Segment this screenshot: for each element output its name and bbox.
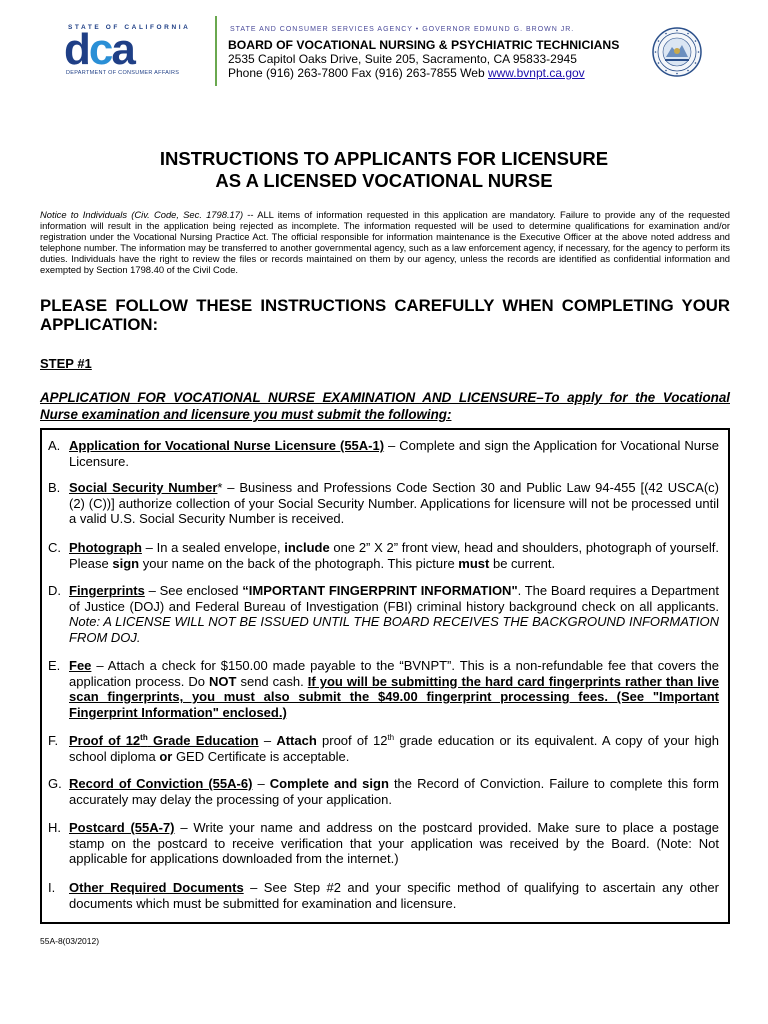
requirement-title: Postcard (55A-7) xyxy=(69,820,175,835)
requirement-title: Social Security Number xyxy=(69,480,218,495)
step-label: STEP #1 xyxy=(40,356,92,371)
requirement-body: be current. xyxy=(489,555,556,571)
requirement-letter: F. xyxy=(48,733,59,748)
requirements-box xyxy=(40,428,730,924)
requirement-text xyxy=(69,820,719,867)
document-title xyxy=(0,148,768,192)
requirement-body: – Complete and sign the Application for Vocational Nurse Licensure. xyxy=(69,438,719,469)
requirement-text xyxy=(69,438,719,469)
requirement-title: Fee xyxy=(69,658,92,673)
requirement-title: Application for Vocational Nurse Licensure (55A-1) xyxy=(69,438,385,453)
requirement-text xyxy=(69,480,719,527)
fingerprint-fee-note: If you will be submitting the hard card fingerprints rather than live scan fingerprints, you must also submit the $49.00 fingerprint processing fees. (See "Important Fingerprint Information" enclosed.) xyxy=(69,673,719,720)
requirement-letter: I. xyxy=(48,880,56,895)
emphasis-or: or xyxy=(159,748,173,764)
requirement-letter: E. xyxy=(48,658,61,673)
requirement-body: – Attach a check for $150.00 made payable to the “BVNPT”. This is a non-refundable fee that covers the application process. Do xyxy=(69,658,719,689)
california-seal-icon xyxy=(652,27,702,77)
letterhead xyxy=(0,0,768,100)
requirement-body: – In a sealed envelope, xyxy=(141,540,285,555)
emphasis-attach: Attach xyxy=(276,733,317,748)
requirement-text xyxy=(69,776,719,807)
emphasis-must: must xyxy=(458,555,490,571)
requirement-letter: B. xyxy=(48,480,61,495)
title-part: Grade Education xyxy=(147,733,259,748)
requirement-body: – xyxy=(252,776,270,791)
requirement-body: proof of 12 xyxy=(316,733,388,748)
requirement-text xyxy=(69,880,719,911)
board-contact xyxy=(228,66,585,80)
emphasis-include: include xyxy=(284,540,330,555)
emphasis-fingerprint-info: “IMPORTANT FINGERPRINT INFORMATION" xyxy=(242,583,518,598)
requirement-body: GED Certificate is acceptable. xyxy=(172,748,350,764)
notice-body: -- ALL items of information requested in this application are mandatory. Failure to provide any of the requested information will result in the application being rejected as incomplete. The information requested will be used to determine qualifications for examination and/or registration under the Vocational Nursing Practice Act. The official responsible for information maintenance is the Executive Officer at the above noted address and telephone number. The information may be transferred to another governmental agency, such as a law enforcement agency, if necessary, for the agency to perform its duties. Individuals have the right to review the files or records maintained on them by our agency, unless the records are identified as confidential information and exempted by Section 1798.40 of the Civil Code. xyxy=(40,209,730,276)
requirement-title xyxy=(69,733,259,748)
requirement-body: . The Board requires a Department of Justice (DOJ) and Federal Bureau of Investigation (FBI) criminal history background check on all applicants. xyxy=(69,583,719,614)
logo-letter-a: a xyxy=(111,25,134,74)
requirement-body: * – Business and Professions Code Section 30 and Public Law 94-455 [(42 USCA(c) (2) (C))] authorize collection of your Social Security Number. Applications for licensure will not be processed until a valid U.S. Social Security Number is received. xyxy=(69,480,719,527)
phone-fax-text: Phone (916) 263-7800 Fax (916) 263-7855 Web xyxy=(228,66,488,80)
header-divider xyxy=(215,16,217,86)
form-number: 55A-8(03/2012) xyxy=(40,936,100,946)
requirement-title: Fingerprints xyxy=(69,583,145,598)
emphasis-complete-sign: Complete and sign xyxy=(269,776,389,791)
requirement-body: – Write your name and address on the postcard provided. Make sure to place a postage stamp on the postcard to receive verification that your application was received by the Board. (Note: Not applicable for applications downloaded from the internet.) xyxy=(69,820,719,867)
requirement-title: Photograph xyxy=(69,540,142,555)
requirement-body: the Record of Conviction. Failure to complete this form accurately may delay the processing of your application. xyxy=(69,776,719,807)
requirement-title: Record of Conviction (55A-6) xyxy=(69,776,253,791)
requirement-letter: G. xyxy=(48,776,62,791)
requirement-body: grade education or its equivalent. A copy of your high school diploma xyxy=(69,733,719,764)
board-name: BOARD OF VOCATIONAL NURSING & PSYCHIATRIC TECHNICIANS xyxy=(228,38,620,52)
license-note: Note: A LICENSE WILL NOT BE ISSUED UNTIL THE BOARD RECEIVES THE BACKGROUND INFORMATION FROM DOJ. xyxy=(69,614,719,645)
privacy-notice xyxy=(40,209,730,276)
requirement-body: your name on the back of the photograph. This picture xyxy=(139,555,459,571)
requirement-text xyxy=(69,658,719,720)
requirement-letter: C. xyxy=(48,540,61,555)
logo-letter-d: d xyxy=(64,25,89,74)
title-superscript: th xyxy=(140,733,148,742)
logo-department-text: DEPARTMENT OF CONSUMER AFFAIRS xyxy=(66,70,180,76)
requirement-text xyxy=(69,583,719,645)
website-link[interactable]: www.bvnpt.ca.gov xyxy=(487,66,585,80)
requirement-text xyxy=(69,540,719,571)
logo-state-text: STATE OF CALIFORNIA xyxy=(68,24,191,31)
application-heading: APPLICATION FOR VOCATIONAL NURSE EXAMINATION AND LICENSURE–To apply for the Vocational Nurse examination and licensure you must submit the following: xyxy=(40,390,730,422)
requirement-letter: A. xyxy=(48,438,61,453)
requirement-letter: D. xyxy=(48,583,61,598)
dca-logo xyxy=(64,24,204,80)
emphasis-not: NOT xyxy=(208,673,237,689)
agency-line: STATE AND CONSUMER SERVICES AGENCY • GOVERNOR EDMUND G. BROWN JR. xyxy=(230,26,575,33)
title-part: Proof of 12 xyxy=(69,733,141,748)
logo-letters xyxy=(64,25,134,74)
board-address: 2535 Capitol Oaks Drive, Suite 205, Sacramento, CA 95833-2945 xyxy=(228,52,577,66)
requirement-body: – See Step #2 and your specific method of qualifying to ascertain any other documents which must be submitted for examination and licensure. xyxy=(69,880,719,911)
requirement-body: one 2” X 2” front view, head and shoulders, photograph of yourself. Please xyxy=(69,540,719,571)
requirement-body: – See enclosed xyxy=(144,583,243,598)
requirement-body: – xyxy=(258,733,277,748)
requirement-letter: H. xyxy=(48,820,61,835)
title-line-1: INSTRUCTIONS TO APPLICANTS FOR LICENSURE xyxy=(159,148,609,169)
requirement-text xyxy=(69,733,719,764)
notice-lead: Notice to Individuals (Civ. Code, Sec. 1798.17) xyxy=(40,209,244,220)
body-superscript: th xyxy=(387,733,395,742)
follow-instructions-heading: PLEASE FOLLOW THESE INSTRUCTIONS CAREFULLY WHEN COMPLETING YOUR APPLICATION: xyxy=(40,296,730,334)
requirement-title: Other Required Documents xyxy=(69,880,244,895)
emphasis-sign: sign xyxy=(112,555,140,571)
requirement-body: send cash. xyxy=(236,673,308,689)
title-line-2: AS A LICENSED VOCATIONAL NURSE xyxy=(215,170,553,191)
logo-letter-c: c xyxy=(88,25,112,74)
